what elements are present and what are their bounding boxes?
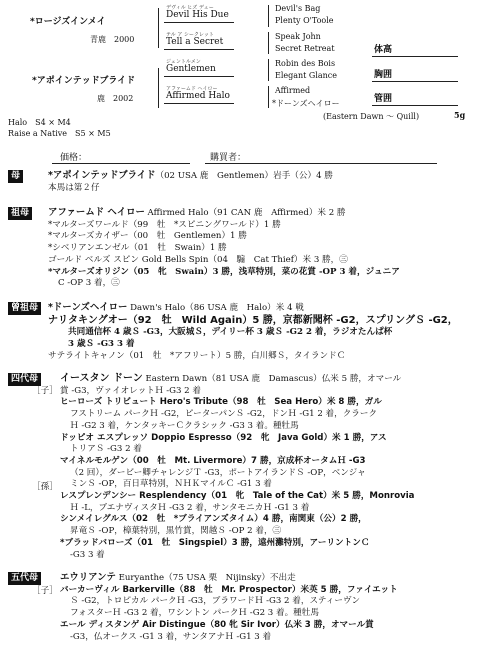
grand-line: *マルターズオリジン（05 牝 Swain）3 勝，浅草特別，菜の花賞 -OP 3 着，ジュニア — [48, 266, 400, 277]
ddd: *ドーンズヘイロー — [272, 99, 340, 108]
great-title: *ドーンズヘイロー — [48, 302, 128, 313]
generation: 5g — [454, 110, 466, 120]
height-label: 体高 — [374, 45, 393, 55]
fifth-line: フォスターＨ -G3 2 着，ワシントン パークＨ -G2 3 着。種牡馬 — [70, 608, 319, 619]
sds: Speak John — [275, 32, 321, 41]
fifth-rest: Euryanthe（75 USA 栗 Nijinsky）不出走 — [115, 573, 296, 583]
dam-detail: 鹿 2002 — [97, 94, 134, 103]
grand-line: *マルターズカイザー（00 牡 Gentlemen）1 勝 — [48, 231, 247, 242]
dds: Affirmed — [275, 86, 311, 95]
fourth-line: Ｈ -L，ブエナヴィスタＨ -G3 2 着，サンタモニカＨ -G1 3 着 — [70, 502, 310, 513]
fourth-title: イースタン ドーン — [60, 373, 143, 384]
great-rest: Dawn's Halo（86 USA 鹿 Halo）米 4 戦 — [127, 303, 304, 313]
section-fifth-dam — [60, 572, 490, 643]
grand-line: C -OP 3 着，㊂ — [58, 278, 120, 289]
fourth-line: マイネルモルゲン（00 牡 Mt. Livermore）7 勝，京成杯オータムＨ -G3 — [60, 455, 366, 466]
grand-line: *シベリアンエンゼル（01 牡 Swain）1 勝 — [48, 243, 227, 254]
fourth-line: ミンＳ -OP，百日草特別，ＮＨＫマイルＣ -G1 3 着 — [70, 479, 272, 490]
ds-ruby: ジェントルメン — [166, 59, 201, 65]
fourth-line: 昇竜Ｓ -OP，樟葉特別，黒竹賞，関越Ｓ -OP 2 着，㊂ — [70, 526, 282, 537]
sire-name: *ロージズインメイ — [30, 17, 106, 27]
badge-great-grandmother: 曾祖母 — [8, 302, 41, 315]
inbreed-2: Raise a Native S5 × M5 — [8, 129, 111, 138]
fourth-line: 賞 -G3，ヴァイオレットＨ -G3 2 着 — [60, 385, 201, 396]
great-line: 共同通信杯 4 歳Ｓ -G3，大阪城Ｓ，デイリー杯 3 歳Ｓ -G2 2 着，ラジオたんぱ杯 — [68, 327, 393, 338]
inbreed-1: Halo S4 × M4 — [8, 118, 71, 127]
fifth-line: エール ディスタンゲ Air Distingue（80 牝 Sir Ivor）仏米 3 勝，オマール賞 — [60, 619, 374, 630]
grand-rest: Affirmed Halo（91 CAN 鹿 Affirmed）米 2 勝 — [144, 208, 346, 218]
dam-sire: Gentlemen — [166, 64, 216, 74]
fourth-line: （2 回），ダービー卿チャレンジＴ -G3，ポートアイランドＳ -OP，ベンジャ — [70, 467, 366, 478]
section-grandmother — [48, 207, 490, 290]
sire-dam: Tell a Secret — [166, 37, 224, 47]
tag-child: ［子］ — [32, 386, 58, 396]
dam-name: *アポインテッドブライド — [32, 76, 136, 86]
section-fourth-dam — [60, 373, 490, 561]
cannon-label: 管囲 — [374, 94, 393, 104]
ssd: Plenty O'Toole — [275, 16, 334, 25]
dss: Robin des Bois — [275, 59, 336, 68]
fourth-line: *ブラッドバローズ（01 牡 Singspiel）3 勝，遠州灘特別，アーリントンＣ — [60, 537, 370, 548]
tag-grandchild: ［孫］ — [32, 482, 58, 492]
fifth-line: バーカーヴィル Barkerville（88 牡 Mr. Prospector）米英 5 勝，ファイエット — [60, 584, 398, 595]
fourth-line: フストリーム パークＨ -G2，ピーターパンＳ -G2，ドンＨ -G1 2 着，クラーク — [70, 409, 378, 420]
tag-child-5: ［子］ — [32, 586, 58, 596]
sdd: Secret Retreat — [275, 44, 335, 53]
fourth-line: トリアＳ -G3 2 着 — [70, 444, 142, 455]
chest-label: 胸囲 — [374, 70, 393, 80]
fourth-line: ヒーローズ トリビュート Hero's Tribute（98 牡 Sea Hero）米 8 勝，ガル — [60, 397, 382, 408]
section-mother — [48, 170, 490, 194]
sire-detail: 青鹿 2000 — [90, 35, 135, 44]
mother-line: 本馬は第２仔 — [48, 182, 100, 193]
price-label: 価格： — [60, 153, 88, 163]
section-great-grandmother — [48, 302, 490, 363]
fourth-rest: Eastern Dawn（81 USA 鹿 Damascus）仏米 5 勝，オマール — [142, 374, 402, 384]
mother-rest: （02 USA 鹿 Gentlemen）岩手（公）4 勝 — [155, 171, 333, 181]
fifth-line: Ｓ -G2，トロピカル パークＨ -G3，ブラワードＨ -G3 2 着，スティーヴン — [70, 596, 361, 607]
buyer-label: 購買者： — [210, 153, 247, 163]
ss-ruby: デヴィル ヒズ デュー — [166, 5, 214, 11]
grand-line: ゴールド ベルズ スピン Gold Bells Spin（04 騸 Cat Thief）米 3 勝，㊂ — [48, 254, 348, 265]
fifth-title: エウリアンテ — [60, 572, 116, 583]
mother-title: *アポインテッドブライド — [48, 170, 156, 181]
grand-title: アファームド ヘイロー — [48, 207, 145, 218]
sss: Devil's Bag — [275, 4, 321, 13]
grand-line: *マルターズワールド（99 牡 *スピニングワールド）1 勝 — [48, 219, 281, 230]
fourth-line: ドッピオ エスプレッソ Doppio Espresso（92 牝 Java Gold）米 1 勝，アス — [60, 432, 387, 443]
fourth-line: レスプレンデンシー Resplendency（01 牝 Tale of the Cat）米 5 勝，Monrovia — [60, 491, 415, 502]
fourth-line: -G3 3 着 — [70, 549, 105, 560]
badge-fifth-dam: 五代母 — [8, 572, 41, 585]
dsd: Elegant Glance — [275, 71, 338, 80]
badge-mother: 母 — [8, 170, 23, 183]
fourth-line: シンメイレグルス（02 牡 *ブライアンズタイム）4 勝，南関東（公）2 勝， — [60, 514, 367, 525]
sd-ruby: テル ア シークレット — [166, 32, 214, 38]
badge-fourth-dam: 四代母 — [8, 373, 41, 386]
fifth-line: -G3，仏オークス -G1 3 着，サンタアナＨ -G1 3 着 — [70, 631, 272, 642]
dd-ruby: アファームド ヘイロー — [166, 86, 218, 92]
great-line: 3 歳Ｓ -G3 3 着 — [68, 339, 135, 350]
badge-grandmother: 祖母 — [8, 207, 32, 220]
fourth-line: Ｈ -G2 3 着，ケンタッキーＣクラシック -G3 3 着。種牡馬 — [70, 420, 299, 431]
great-line: サテライトキャノン（01 牡 *アフリート）5 勝，白川郷Ｓ，タイランドＣ — [48, 350, 346, 361]
sire-sire: Devil His Due — [166, 10, 229, 20]
ddd-dam: (Eastern Dawn 〜 Quill) — [323, 112, 420, 121]
dam-dam: Affirmed Halo — [166, 91, 230, 101]
great-line: ナリタキングオー（92 牡 Wild Again）5 勝，京都新聞杯 -G2，スプリングＳ -G2， — [48, 314, 458, 326]
